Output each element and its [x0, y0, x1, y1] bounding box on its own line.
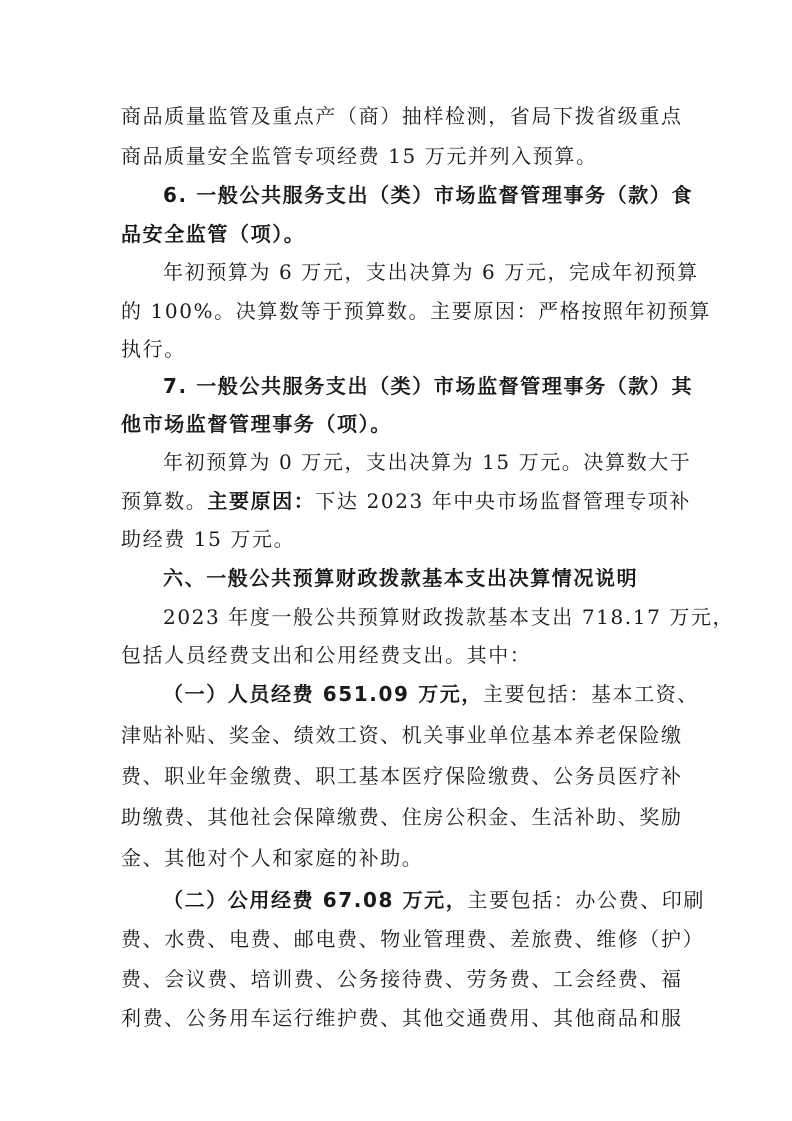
paragraph-line: 津贴补贴、奖金、绩效工资、机关事业单位基本养老保险缴 [121, 723, 683, 747]
paragraph-line: 执行。 [121, 337, 186, 361]
paragraph-line [163, 682, 699, 706]
paragraph-line: 费、水费、电费、邮电费、物业管理费、差旅费、维修（护） [121, 927, 705, 951]
paragraph-line: 助经费 15 万元。 [121, 527, 296, 551]
item-heading-7-cont: 他市场监督管理事务（项）。 [121, 412, 392, 436]
paragraph-line: 费、会议费、培训费、公务接待费、劳务费、工会经费、福 [121, 967, 683, 991]
paragraph-line: 金、其他对个人和家庭的补助。 [121, 846, 424, 870]
text-run: 预算数。 [121, 489, 208, 513]
paragraph-line: 包括人员经费支出和公用经费支出。其中： [121, 643, 532, 667]
paragraph-line: 年初预算为 0 万元，支出决算为 15 万元。决算数大于 [163, 450, 692, 474]
paragraph-line: 助缴费、其他社会保障缴费、住房公积金、生活补助、奖励 [121, 805, 683, 829]
section-heading-6: 六、一般公共预算财政拨款基本支出决算情况说明 [163, 566, 639, 590]
public-expense-label: （二）公用经费 67.08 万元， [163, 888, 468, 912]
paragraph-line: 商品质量安全监管专项经费 15 万元并列入预算。 [121, 144, 598, 168]
item-heading-6-cont: 品安全监管（项）。 [121, 222, 306, 246]
main-reason-label: 主要原因： [207, 489, 316, 513]
item-heading-7: 7. 一般公共服务支出（类）市场监督管理事务（款）其 [163, 374, 694, 398]
paragraph-line [121, 489, 691, 513]
text-run: 下达 2023 年中央市场监督管理专项补 [315, 489, 692, 513]
item-heading-6: 6. 一般公共服务支出（类）市场监督管理事务（款）食 [163, 183, 694, 207]
paragraph-line: 商品质量监管及重点产（商）抽样检测，省局下拨省级重点 [121, 104, 683, 128]
text-run: 主要包括：办公费、印刷 [467, 888, 705, 912]
personnel-expense-label: （一）人员经费 651.09 万元， [163, 682, 483, 706]
paragraph-line: 的 100%。决算数等于预算数。主要原因：严格按照年初预算 [121, 299, 711, 323]
paragraph-line: 费、职业年金缴费、职工基本医疗保险缴费、公务员医疗补 [121, 764, 683, 788]
paragraph-line [163, 888, 705, 912]
paragraph-line: 年初预算为 6 万元，支出决算为 6 万元，完成年初预算 [163, 260, 699, 284]
paragraph-line: 利费、公务用车运行维护费、其他交通费用、其他商品和服 [121, 1006, 683, 1030]
text-run: 主要包括：基本工资、 [482, 682, 699, 706]
paragraph-line: 2023 年度一般公共预算财政拨款基本支出 718.17 万元， [163, 605, 735, 629]
